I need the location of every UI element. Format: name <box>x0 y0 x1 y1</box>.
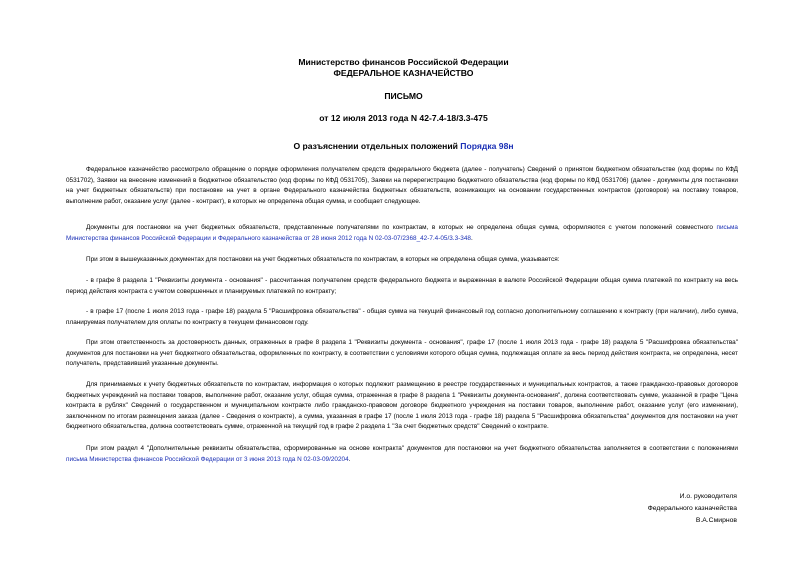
signature-organization: Федерального казначейства <box>647 504 737 512</box>
document-type: ПИСЬМО <box>384 91 423 101</box>
paragraph-2-text <box>66 223 738 244</box>
paragraph-7 <box>66 380 738 433</box>
paragraph-2-body: Документы для постановки на учет бюджетных обязательств, представленные получателями по контрактам, в которых не определена общая сумма, оформляются с учетом положений совместного <box>86 224 717 231</box>
paragraph-3 <box>66 255 738 266</box>
signature-name: В.А.Смирнов <box>695 516 737 524</box>
paragraph-2-end: . <box>470 234 473 242</box>
paragraph-6 <box>66 338 738 370</box>
paragraph-8-body: При этом раздел 4 "Дополнительные реквизиты обязательства, сформированные на основе контракта" документов для постановки на учет бюджетного обязательства заполняется в соответствии с положениями <box>86 445 738 452</box>
signature-block <box>648 491 737 526</box>
paragraph-4 <box>66 276 738 297</box>
paragraph-2 <box>66 223 738 244</box>
paragraph-6-text: При этом ответственность за достоверность данных, отраженных в графе 8 раздела 1 "Реквизиты документа - основания", графе 17 (после 1 июля 2013 года - графе 18) раздела 5 "Расшифровка обязательства" документов для постановки на учет бюджетного обязательства, оформленных по контракту, в соответствии с условиями которого общая сумма, подлежащая оплате за весь период действия контракта, не определена, несет получатель, представивший указанные документы. <box>66 339 738 368</box>
document-subject <box>0 141 807 152</box>
joint-letter-link[interactable]: письма Министерства финансов Российской Федерации и Федерального казначейства от 28 июня 2012 года N 02-03-07/2368_42-7.4-05/3.3-348 <box>66 224 738 242</box>
paragraph-1-text: Федеральное казначейство рассмотрело обращение о порядке оформления получателем средств федерального бюджета (далее - получатель) Сведений о принятом бюджетном обязательстве (код формы по КФД 0531702), Заявки на внесение изменений в бюджетное обязательство (код формы по КФД 0531705), Заявки на перерегистрацию бюджетного обязательства (код формы по КФД 0531706) (далее - документы для постановки на учет бюджетных обязательств) при постановке на учет в органе Федерального казначейства бюджетных обязательств, возникающих на основании государственных контрактов (договоров) на поставку товаров, выполнение работ, оказание услуг (далее - контракт), в которых не определена общая сумма, и сообщает следующее. <box>66 166 738 205</box>
subject-link[interactable]: Порядка 98н <box>460 141 514 151</box>
paragraph-3-text: При этом в вышеуказанных документах для постановки на учет бюджетных обязательств по контрактам, в которых не определена общая сумма, указывается: <box>86 256 560 263</box>
paragraph-8-text <box>66 444 738 465</box>
signature-title: И.о. руководителя <box>679 493 737 500</box>
paragraph-1 <box>66 165 738 207</box>
minfin-letter-link[interactable]: письма Министерства финансов Российской Федерации от 3 июня 2013 года N 02-03-09/20204 <box>66 455 349 463</box>
agency-name: ФЕДЕРАЛЬНОЕ КАЗНАЧЕЙСТВО <box>333 68 474 78</box>
subject-prefix: О разъяснении отдельных положений <box>293 141 461 151</box>
document-date-number: от 12 июля 2013 года N 42-7.4-18/3.3-475 <box>319 113 488 123</box>
paragraph-5 <box>66 307 738 328</box>
ministry-name: Министерство финансов Российской Федерации <box>298 57 509 67</box>
paragraph-5-text: - в графе 17 (после 1 июля 2013 года - графе 18) раздела 5 "Расшифровка обязательства" - общая сумма на текущий финансовый год согласно дополнительному соглашению к контракту (при наличии), либо сумма, планируемая получателем для оплаты по контракту в текущем финансовом году. <box>66 308 738 326</box>
paragraph-4-text: - в графе 8 раздела 1 "Реквизиты документа - основания" - рассчитанная получателем средств федерального бюджета и выраженная в валюте Российской Федерации общая сумма платежей по контракту на весь период действия контракта с учетом совершенных и планируемых платежей по контракту; <box>66 277 738 295</box>
paragraph-7-text: Для принимаемых к учету бюджетных обязательств по контрактам, информация о которых подлежит размещению в реестре государственных и муниципальных контрактов, а также гражданско-правовых договоров бюджетных учреждений на поставки товаров, выполнение работ, оказание услуг, общая сумма, отраженная в графе 8 раздела 1 "Реквизиты документа-основания", должна соответствовать сумме, указанной в графе "Цена контракта в рублях" Сведений о государственном и муниципальном контракте либо гражданско-правовом договоре бюджетного учреждения на поставки товаров, выполнение работ, оказание услуг (его изменении), заключенном по итогам размещения заказа (далее - Сведения о контракте), а сумма, указанная в графе 17 (после 1 июля 2013 года - графе 18) раздела 5 "Расшифровка обязательства" документов для постановки на учет бюджетного обязательства, должна соответствовать сумме, отраженной на текущий год в графе 2 раздела 1 "За счет бюджетных средств" Сведений о контракте. <box>66 381 738 431</box>
paragraph-8 <box>66 444 738 465</box>
paragraph-8-end: . <box>348 455 351 463</box>
